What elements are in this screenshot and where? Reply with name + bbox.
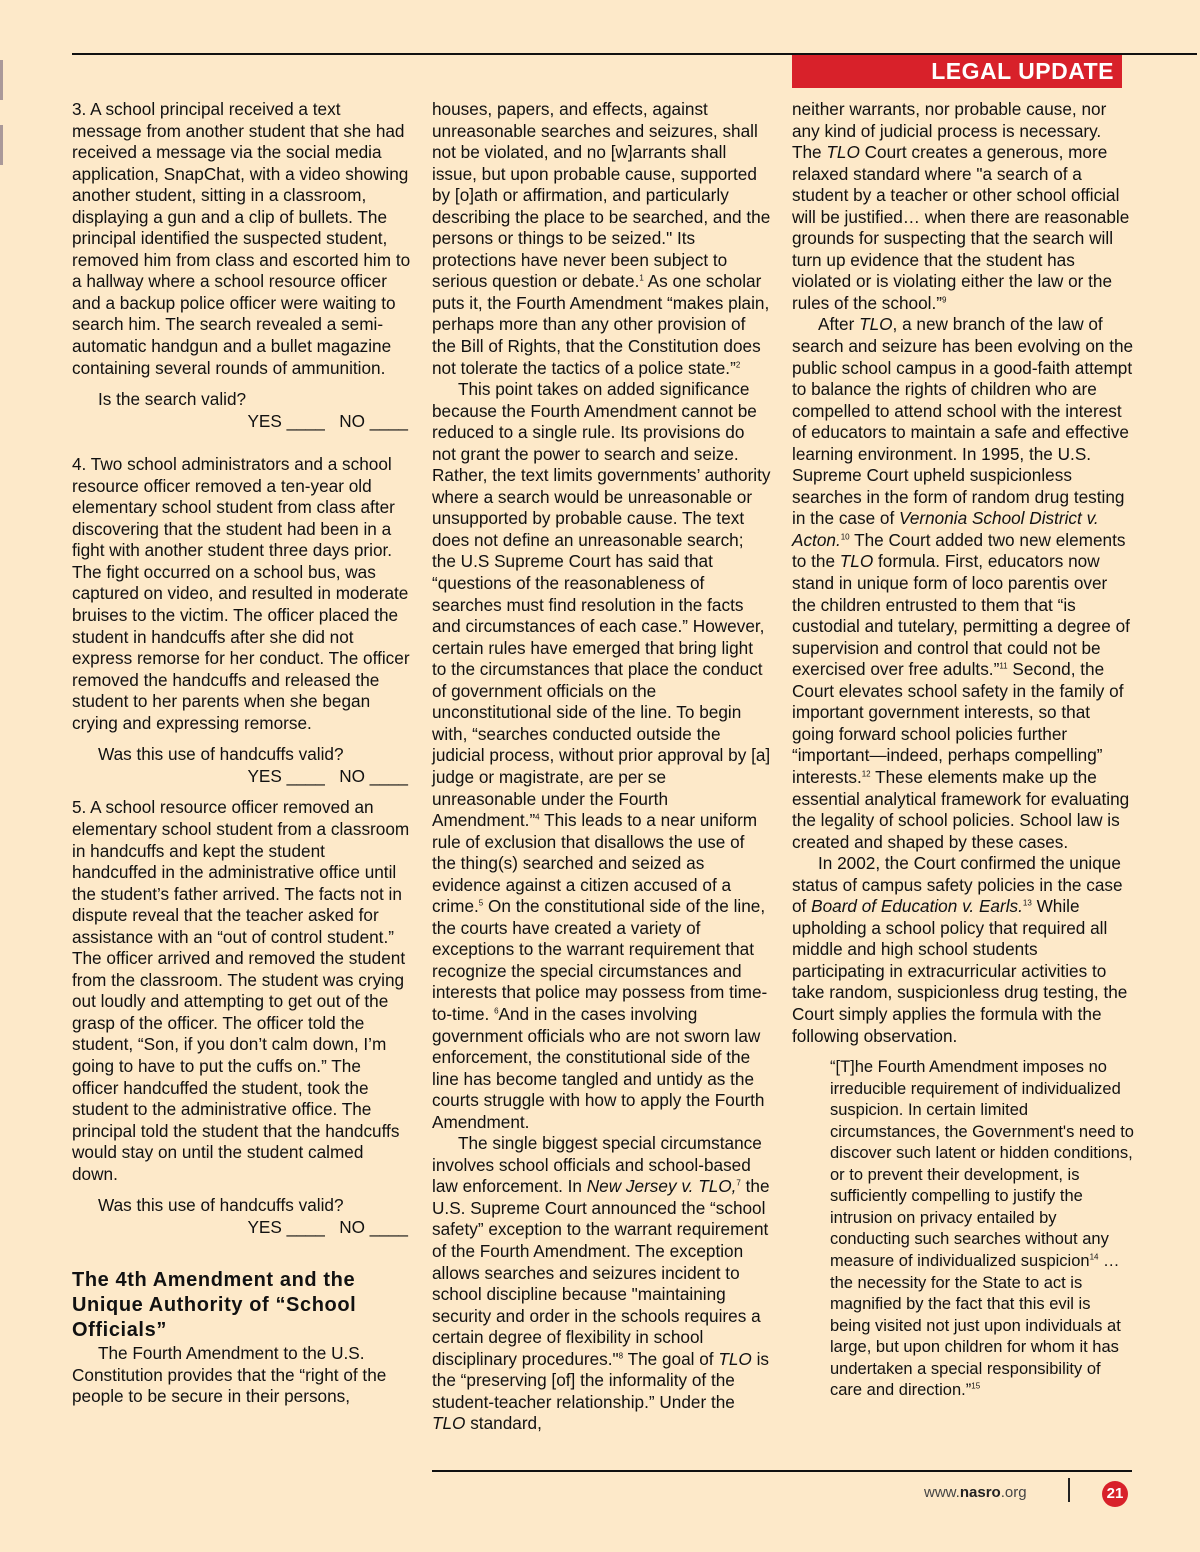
question-5-prompt: Was this use of handcuffs valid? (98, 1195, 344, 1216)
question-4-text: 4. Two school administrators and a school resource officer removed a ten-year old elementary school student from class after discovering that the student had been in a fight with another student three days prior. The fight occurred on a school bus, was captured on video, and resulted in moderate bruises to the victim. The officer placed the student in handcuffs after she did not express remorse for her conduct. The officer removed the handcuffs and released the student to her parents when she began crying and expressing remorse. (72, 454, 410, 733)
bottom-rule (432, 1470, 1132, 1472)
block-quote: “[T]he Fourth Amendment imposes no irreducible requirement of individualized suspicion. In certain limited circumstances, the Government's need to discover such latent or hidden conditions, or to prevent their development, is sufficiently compelling to justify the intrusion on privacy entailed by conducting such searches without any measure of individualized suspicion$^{14}$ … the necessity for the State to act is magnified by the fact that this evil is being visited not just upon individuals at large, but upon children for whom it has undertaken a special responsibility of care and direction.”$^{15}$ (830, 1058, 1134, 1400)
footnote-ref: 8 (618, 1350, 624, 1360)
body-paragraph: The single biggest special circumstance involves school officials and school-based law enforcement. In New Jersey v. TLO,$^7$ the U.S. Supreme Court announced the “school safety” exception to the warrant requirement of the Fourth Amendment. The exception allows searches and seizures incident to school discipline because "maintaining security and order in the schools requires a certain degree of flexibility in school disciplinary procedures."$^8$ The goal of TLO is the “preserving [of] the informality of the student-teacher relationship.” Under the TLO standard, (432, 1133, 770, 1434)
footnote-ref: 2 (735, 359, 741, 369)
footnote-ref: 4 (535, 812, 540, 822)
footer-url[interactable]: www.nasro.org (924, 1484, 1027, 1501)
page-edge-marks (0, 60, 3, 230)
body-paragraph: In 2002, the Court confirmed the unique status of campus safety policies in the case of Board of Education v. Earls.$^{13}$ While upholding a school policy that required all middle and high school students participating in extracurricular activities to take random, suspicionless drug testing, the Court simply applies the formula with the following observation. (792, 853, 1128, 1046)
footer-separator (1068, 1478, 1070, 1502)
body-paragraph: houses, papers, and effects, against unreasonable searches and seizures, shall not be violated, and no [w]arrants shall issue, but upon probable cause, supported by [o]ath or affirmation, and particularly describing the place to be searched, and the persons or things to be seized." Its protections have never been subject to serious question or debate.$^1$ As one scholar puts it, the Fourth Amendment “makes plain, perhaps more than any other provision of the Bill of Rights, that the Constitution does not tolerate the tactics of a police state.”$^2$ (432, 99, 771, 378)
column-2 (432, 99, 772, 1435)
footnote-ref: 6 (494, 1006, 499, 1016)
case-name: Vernonia School District v. Acton. (792, 508, 1099, 550)
footnote-ref: 5 (478, 898, 484, 908)
footnote-ref: 14 (1089, 1252, 1099, 1262)
question-3-text: 3. A school principal received a text message from another student that she had received a message via the social media application, SnapChat, with a video showing another student, sitting in a classroom, displaying a gun and a clip of bullets. The principal identified the suspected student, removed him from class and escorted him to a hallway where a school resource officer and a backup police officer were waiting to search him. The search revealed a semi-automatic handgun and a bullet magazine containing several rounds of ammunition. (72, 99, 411, 378)
body-paragraph: neither warrants, nor probable cause, nor any kind of judicial process is necessary. The TLO Court creates a generous, more relaxed standard where "a search of a student by a teacher or other school official will be justified… when there are reasonable grounds for suspecting that the search will turn up evidence that the student has violated or is violating either the law or the rules of the school.”$^9$ (792, 99, 1130, 313)
question-5-text: 5. A school resource officer removed an elementary school student from a classroom in handcuffs and kept the student handcuffed in the administrative office until the student’s father arrived. The facts not in dispute reveal that the teacher asked for assistance with an “out of control student.” The officer arrived and removed the student from the classroom. The student was crying out loudly and attempting to get out of the grasp of the officer. The officer told the student, “Son, if you don’t calm down, I’m going to have to put the cuffs on.” The officer handcuffed the student, took the student to the administrative office. The principal told the student that the handcuffs would stay on until the student calmed down. (72, 797, 410, 1184)
footnote-ref: 9 (942, 295, 947, 305)
question-4-prompt: Was this use of handcuffs valid? (98, 744, 344, 765)
question-5-answer-line: YES ____ NO ____ (247, 1216, 408, 1237)
question-3-answer-line: YES ____ NO ____ (247, 410, 408, 431)
footnote-ref: 12 (861, 769, 871, 779)
body-paragraph: The Fourth Amendment to the U.S. Constitution provides that the “right of the people to be secure in their persons, (72, 1343, 387, 1407)
column-3 (792, 99, 1134, 1402)
section-banner: LEGAL UPDATE (792, 55, 1122, 88)
footnote-ref: 10 (840, 532, 850, 542)
case-name: Board of Education v. Earls. (811, 896, 1023, 917)
column-1 (72, 99, 412, 1408)
body-paragraph: This point takes on added significance because the Fourth Amendment cannot be reduced to a single rule. Its provisions do not grant the power to search and seize. Rather, the text limits governments’ authority where a search would be unreasonable or unsupported by probable cause. The text does not define an unreasonable search; the U.S Supreme Court has said that “questions of the reasonableness of searches must find resolution in the facts and circumstances of each case.” However, certain rules have emerged that bring light to the circumstances that place the conduct of government officials on the unconstitutional side of the line. To begin with, “searches conducted outside the judicial process, without prior approval by [a] judge or magistrate, are per se unreasonable under the Fourth Amendment.”$^4$ This leads to a near uniform rule of exclusion that disallows the use of the thing(s) searched and seized as evidence against a citizen accused of a crime.$^5$ On the constitutional side of the line, the courts have created a variety of exceptions to the warrant requirement that recognize the special circumstances and interests that police may possess from time-to-time. $^6$And in the cases involving government officials who are not sworn law enforcement, the constitutional side of the line has become tangled and untidy as the courts struggle with how to apply the Fourth Amendment. (432, 379, 771, 1132)
footnote-ref: 1 (639, 273, 644, 283)
section-heading: The 4th Amendment and the Unique Authority of “School Officials” (72, 1269, 357, 1342)
question-3-prompt: Is the search valid? (98, 389, 247, 410)
body-paragraph: After TLO, a new branch of the law of search and seizure has been evolving on the public school campus in a good-faith attempt to balance the rights of children who are compelled to attend school with the interest of educators to maintain a safe and effective learning environment. In 1995, the U.S. Supreme Court upheld suspicionless searches in the form of random drug testing in the case of Vernonia School District v. Acton.$^{10}$ The Court added two new elements to the TLO formula. First, educators now stand in unique form of loco parentis over the children entrusted to them that “is custodial and tutelary, permitting a degree of supervision and control that could not be exercised over free adults.”$^{11}$ Second, the Court elevates school safety in the family of important government interests, so that going forward school policies further “important—indeed, perhaps compelling” interests.$^{12}$ These elements make up the essential analytical framework for evaluating the legality of school policies. School law is created and shaped by these cases. (792, 314, 1134, 852)
footnote-ref: 13 (1022, 898, 1032, 908)
footnote-ref: 15 (971, 1381, 981, 1391)
page-number-badge: 21 (1102, 1481, 1128, 1507)
footnote-ref: 7 (736, 1178, 741, 1188)
footnote-ref: 11 (999, 661, 1008, 671)
question-4-answer-line: YES ____ NO ____ (247, 765, 408, 786)
case-name: New Jersey v. TLO, (586, 1176, 737, 1197)
